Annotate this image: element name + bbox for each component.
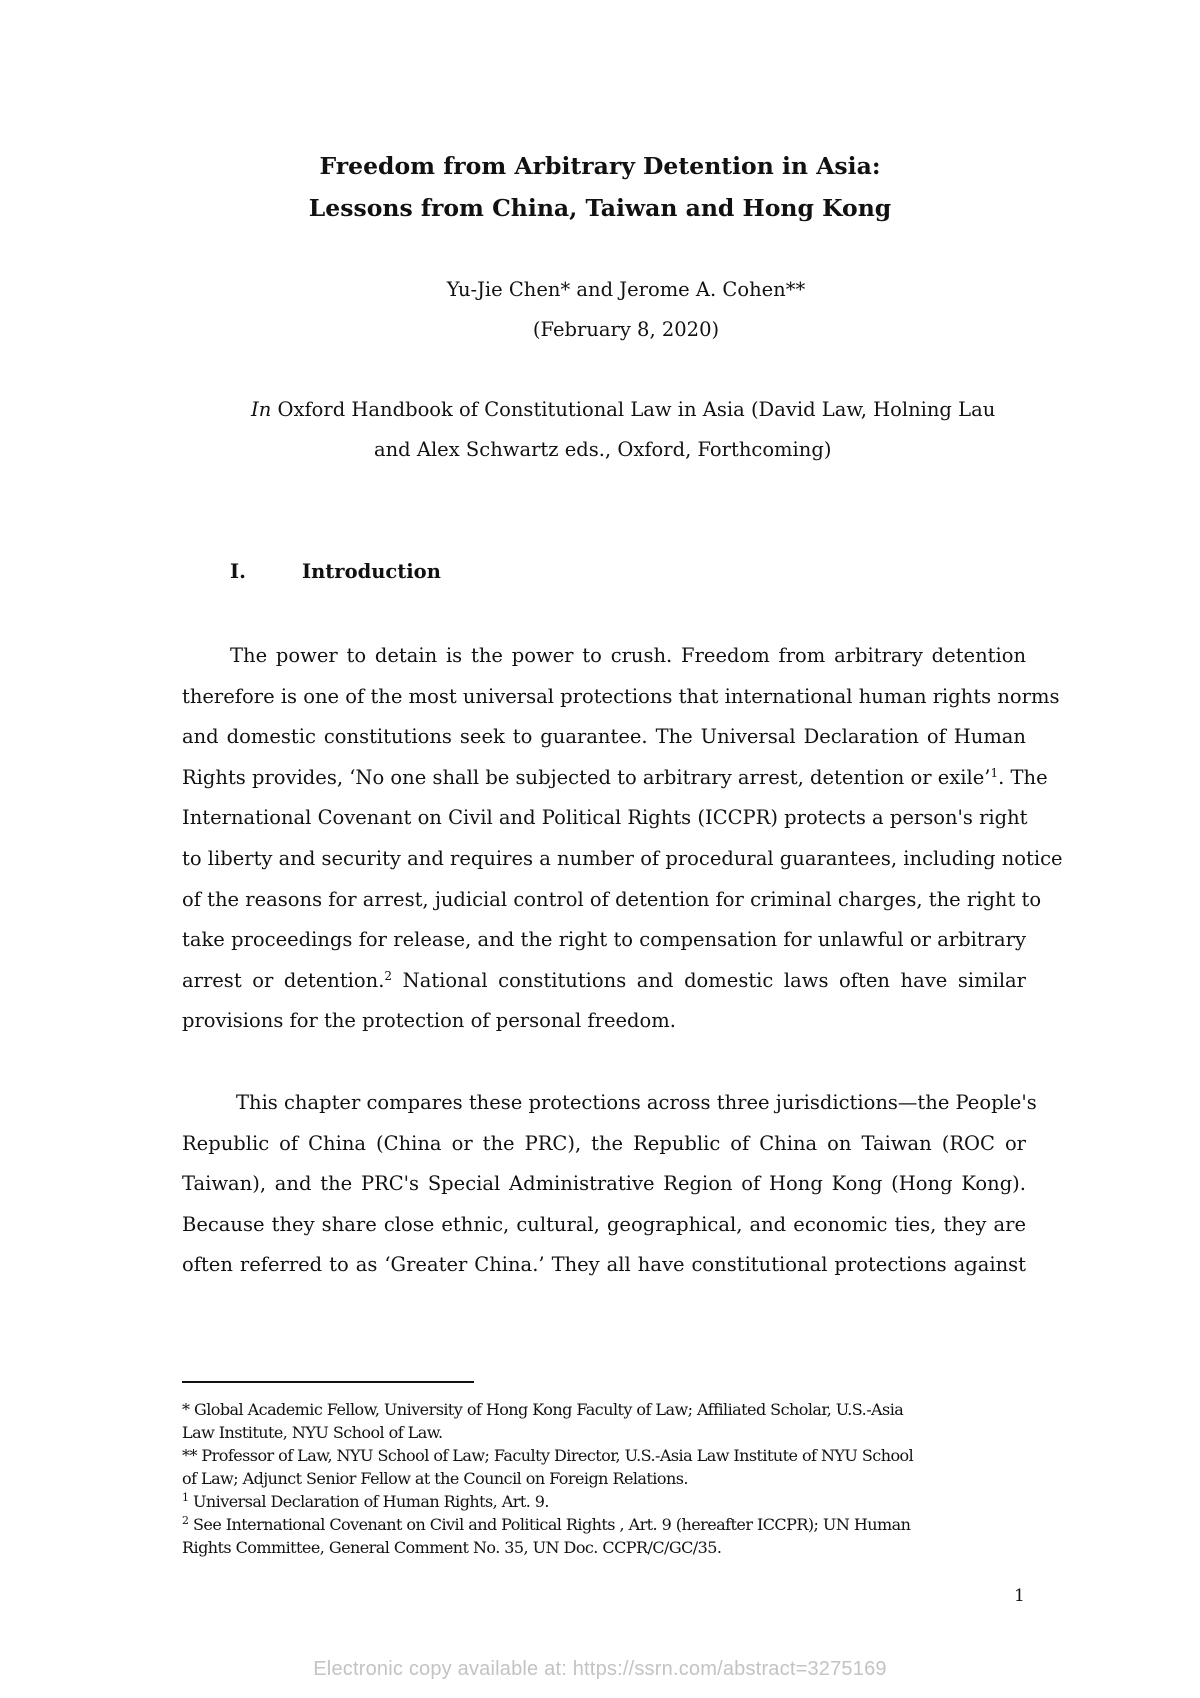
paragraph-2 [182, 1083, 1037, 1286]
paragraph-1-line-9-text: arrest or detention. [182, 968, 385, 992]
footnote-double-star [182, 1444, 1026, 1490]
paragraph-1-line-4-tail: . The [998, 765, 1048, 789]
paragraph-1-line: take proceedings for release, and the right to compensation for unlawful or arbitrary [182, 928, 1026, 952]
footnote-2-line-1 [182, 1513, 1026, 1536]
footnote-ref-1[interactable]: 1 [990, 765, 999, 780]
paragraph-2-line: Taiwan), and the PRC's Special Administrative Region of Hong Kong (Hong Kong). [182, 1172, 1026, 1196]
paragraph-1-line: International Covenant on Civil and Political Rights (ICCPR) protects a person's right [182, 806, 1028, 830]
ssrn-notice[interactable]: Electronic copy available at: https://ssrn.com/abstract=3275169 [313, 1658, 887, 1680]
citation-line-1 [251, 398, 995, 421]
paragraph-1-line [182, 758, 1048, 799]
section-title: Introduction [302, 560, 441, 583]
footnote-1-text: Universal Declaration of Human Rights, Art. 9. [188, 1492, 549, 1511]
paragraph-2-line: often referred to as ‘Greater China.’ They all have constitutional protections against [182, 1253, 1026, 1277]
paragraph-2-line: Republic of China (China or the PRC), the Republic of China on Taiwan (ROC or [182, 1131, 1026, 1155]
paper-title-line-1: Freedom from Arbitrary Detention in Asia: [319, 152, 881, 180]
paragraph-2-line: This chapter compares these protections across three jurisdictions—the People's [236, 1091, 1037, 1114]
footnote-star-line-1: * Global Academic Fellow, University of Hong Kong Faculty of Law; Affiliated Scholar, U.S.-Asia [182, 1400, 904, 1419]
paragraph-1-line: The power to detain is the power to crush. Freedom from arbitrary detention [230, 644, 1026, 667]
footnote-star-line-2: Law Institute, NYU School of Law. [182, 1423, 443, 1442]
paragraph-1-line: to liberty and security and requires a number of procedural guarantees, including notice [182, 846, 1063, 870]
paragraph-1-line-9-tail: National constitutions and domestic laws often have similar [392, 968, 1027, 992]
citation-line-1-text: Oxford Handbook of Constitutional Law in Asia (David Law, Holning Lau [271, 398, 996, 421]
footnote-2-text: See International Covenant on Civil and Political Rights , Art. 9 (hereafter ICCPR); UN Human [188, 1515, 911, 1534]
paragraph-1-line [182, 961, 1026, 1002]
paragraph-1-line: and domestic constitutions seek to guarantee. The Universal Declaration of Human [182, 725, 1026, 749]
paper-title-line-2: Lessons from China, Taiwan and Hong Kong [308, 194, 892, 222]
page-number: 1 [1014, 1586, 1025, 1606]
paragraph-1-line: therefore is one of the most universal protections that international human rights norms [182, 684, 1060, 708]
footnote-1 [182, 1490, 1026, 1513]
footnote-1-number: 1 [182, 1491, 189, 1504]
paragraph-1-line-4-text: Rights provides, ‘No one shall be subjected to arbitrary arrest, detention or exile’ [182, 765, 991, 789]
footnote-star [182, 1398, 1026, 1444]
paragraph-1-line: provisions for the protection of personal freedom. [182, 1009, 676, 1033]
citation-line-2: and Alex Schwartz eds., Oxford, Forthcoming) [374, 438, 832, 461]
footnote-ref-2[interactable]: 2 [384, 968, 393, 983]
footnote-2-number: 2 [182, 1514, 189, 1527]
footnote-separator [182, 1381, 474, 1383]
footnote-double-star-line-1: ** Professor of Law, NYU School of Law; Faculty Director, U.S.-Asia Law Institute of NYU School [182, 1446, 914, 1465]
section-number: I. [230, 560, 246, 583]
paragraph-1 [182, 636, 1063, 1042]
paragraph-2-line: Because they share close ethnic, cultural, geographical, and economic ties, they are [182, 1212, 1026, 1236]
paragraph-1-line: of the reasons for arrest, judicial control of detention for criminal charges, the right to [182, 887, 1042, 911]
citation-in-word: In [251, 398, 272, 421]
footnote-2-line-2: Rights Committee, General Comment No. 35, UN Doc. CCPR/C/GC/35. [182, 1538, 722, 1557]
publication-date: (February 8, 2020) [532, 318, 720, 341]
footnote-2 [182, 1513, 1026, 1559]
footnote-double-star-line-2: of Law; Adjunct Senior Fellow at the Council on Foreign Relations. [182, 1469, 688, 1488]
authors: Yu-Jie Chen* and Jerome A. Cohen** [446, 278, 806, 301]
